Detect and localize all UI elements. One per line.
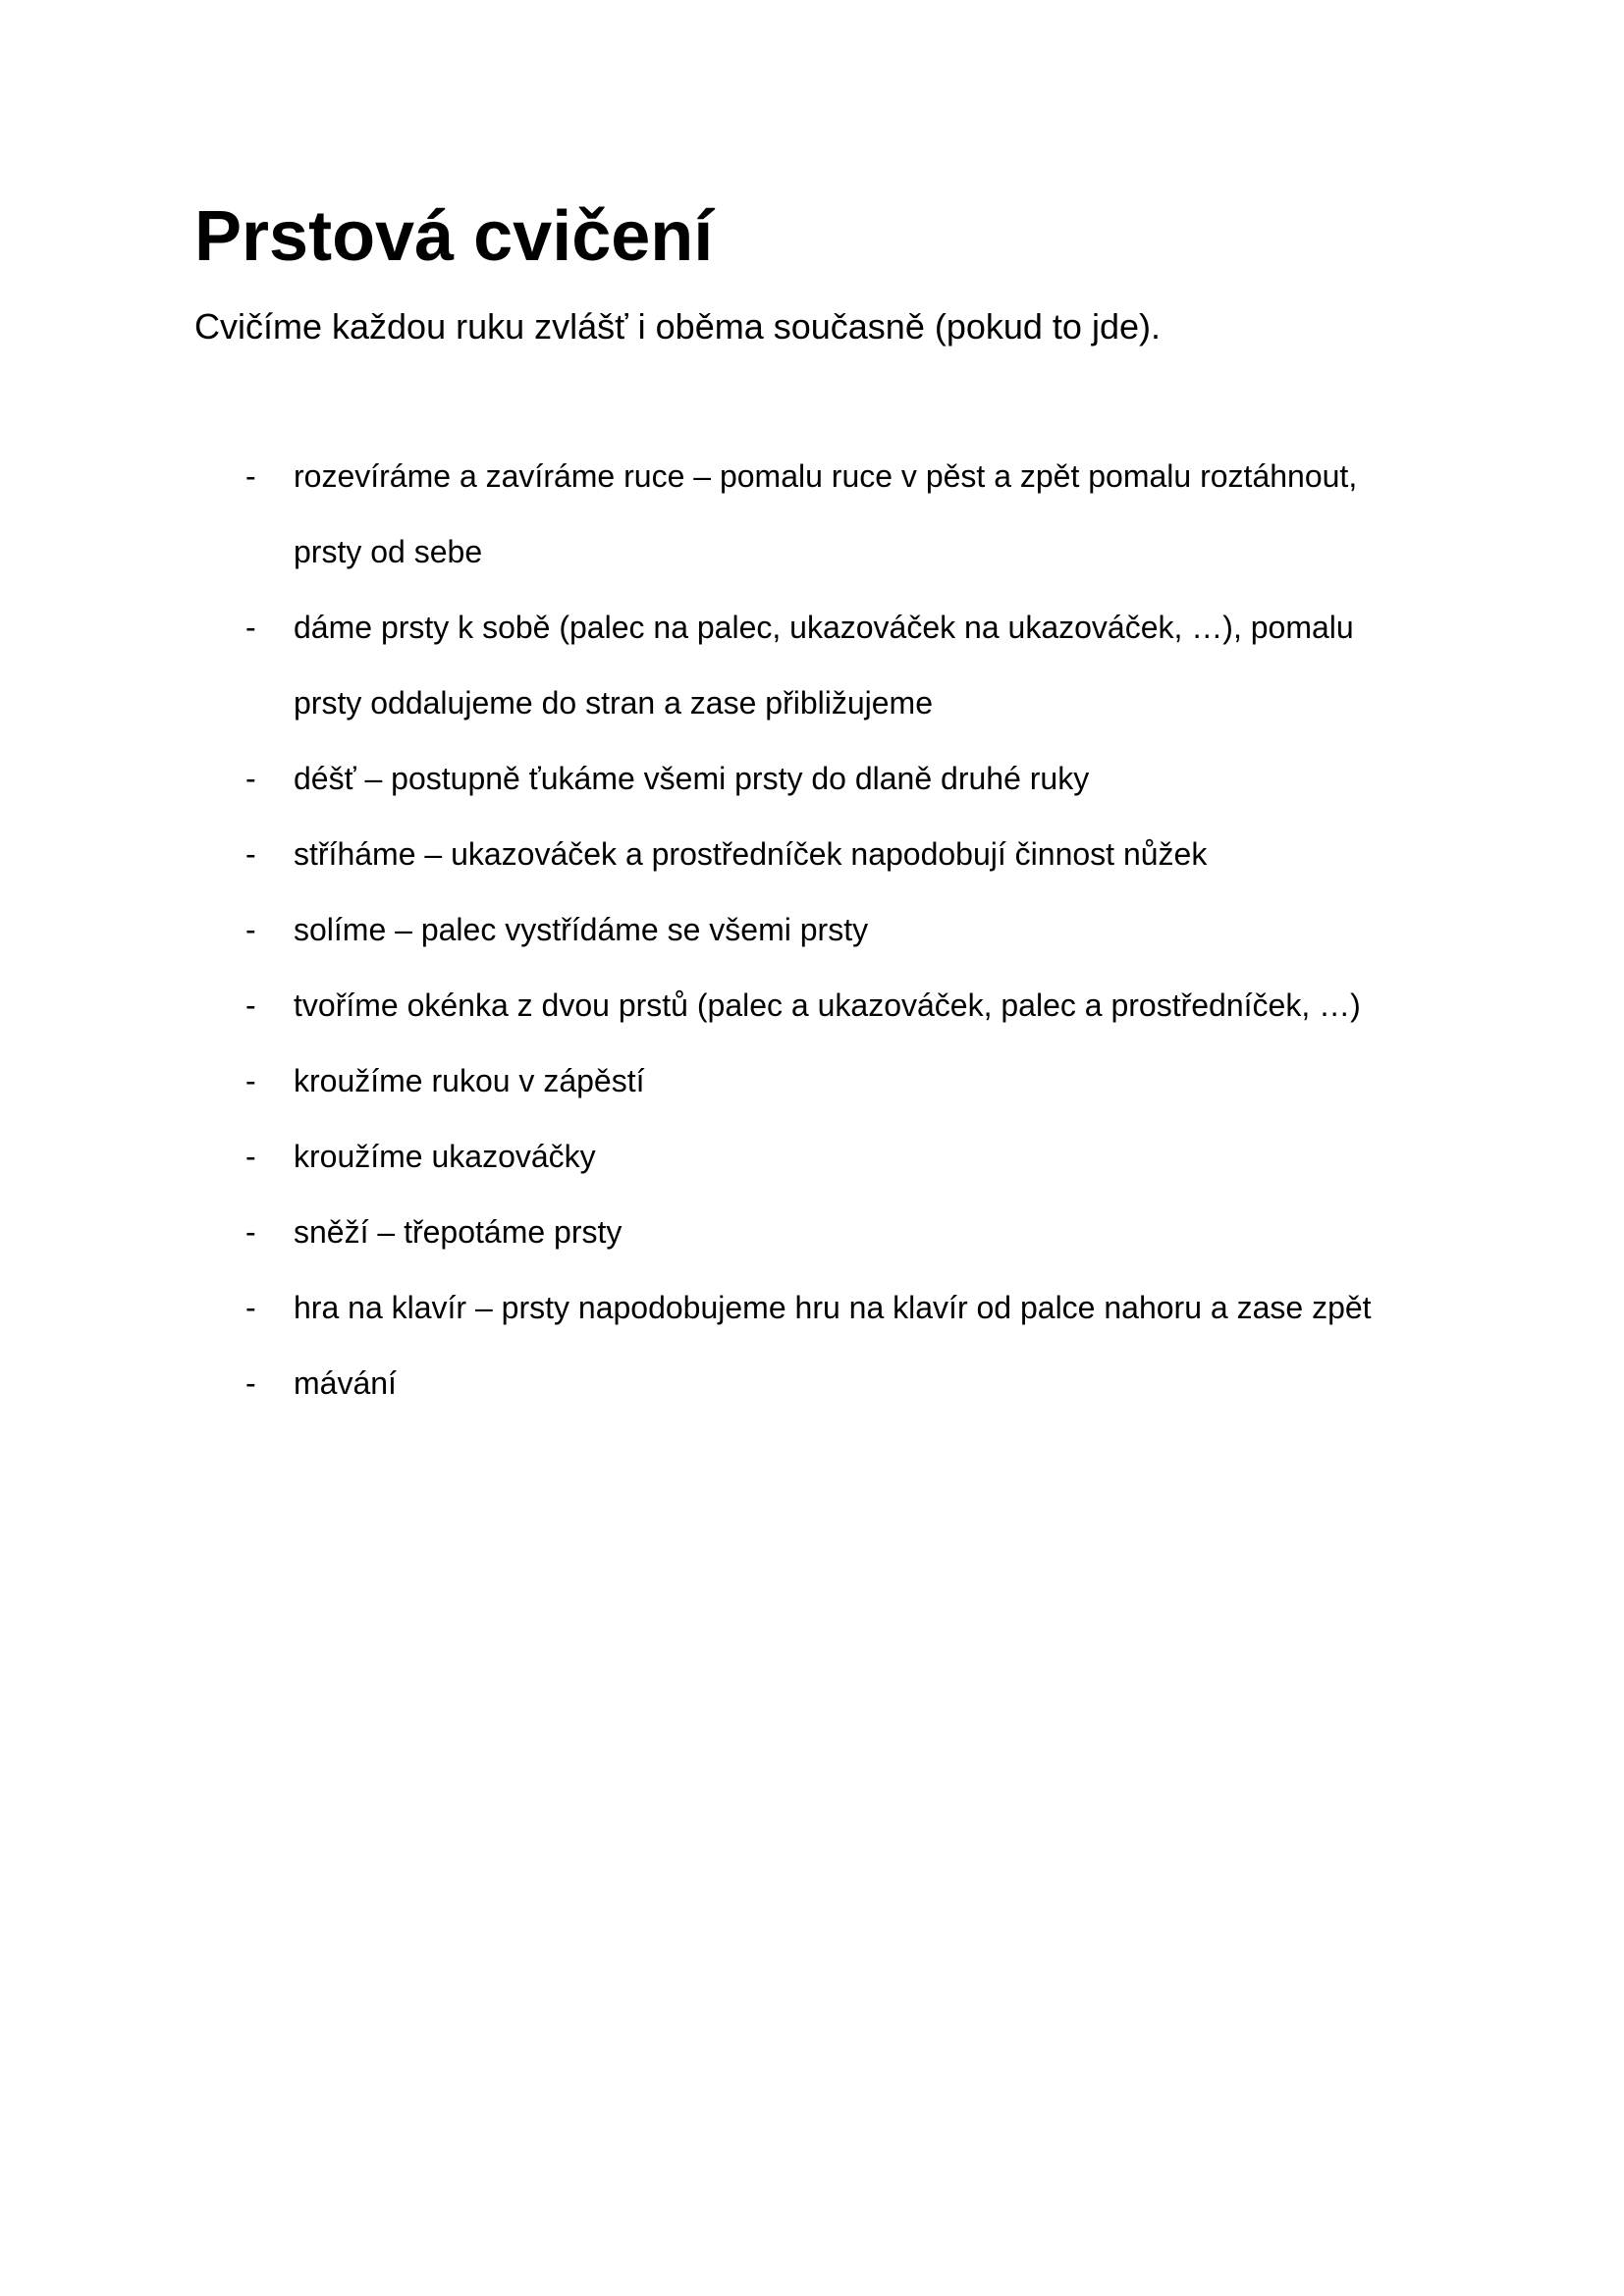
list-item-line: kroužíme ukazováčky — [294, 1139, 596, 1174]
list-item — [0, 817, 1521, 892]
bullet-dash: - — [245, 1063, 256, 1098]
bullet-dash: - — [245, 1214, 256, 1250]
bullet-dash: - — [245, 610, 256, 645]
list-item-line: dáme prsty k sobě (palec na palec, ukazováček na ukazováček, …), pomalu — [294, 610, 1354, 645]
page-subtitle: Cvičíme každou ruku zvlášť i oběma současně (pokud to jde). — [194, 306, 1161, 347]
list-item-line: solíme – palec vystřídáme se všemi prsty — [294, 912, 869, 947]
list-item-line: mávání — [294, 1365, 397, 1401]
list-item — [0, 1270, 1521, 1346]
bullet-dash: - — [245, 1290, 256, 1325]
list-item — [0, 892, 1521, 968]
bullet-dash: - — [245, 836, 256, 872]
bullet-dash: - — [245, 988, 256, 1023]
list-item-line: hra na klavír – prsty napodobujeme hru na klavír od palce nahoru a zase zpět — [294, 1290, 1372, 1325]
bullet-dash: - — [245, 912, 256, 947]
list-item-line: stříháme – ukazováček a prostředníček napodobují činnost nůžek — [294, 836, 1208, 872]
list-item — [0, 968, 1521, 1043]
list-item-line: déšť – postupně ťukáme všemi prsty do dlaně druhé ruky — [294, 761, 1090, 796]
bullet-dash: - — [245, 458, 256, 494]
list-item — [0, 439, 1521, 590]
list-item — [0, 1043, 1521, 1119]
list-item — [0, 1195, 1521, 1270]
bullet-dash: - — [245, 1139, 256, 1174]
list-item-line: prsty oddalujeme do stran a zase přibližujeme — [294, 685, 933, 721]
page-title: Prstová cvičení — [194, 197, 714, 276]
list-item-line: rozevíráme a zavíráme ruce – pomalu ruce v pěst a zpět pomalu roztáhnout, — [294, 458, 1358, 494]
list-item-line: sněží – třepotáme prsty — [294, 1214, 623, 1250]
list-item — [0, 1346, 1521, 1421]
bullet-dash: - — [245, 761, 256, 796]
list-item — [0, 1119, 1521, 1195]
list-item — [0, 741, 1521, 817]
list-item-line: kroužíme rukou v zápěstí — [294, 1063, 645, 1098]
list-item-line: tvoříme okénka z dvou prstů (palec a ukazováček, palec a prostředníček, …) — [294, 988, 1361, 1023]
list-item — [0, 590, 1521, 741]
bullet-dash: - — [245, 1365, 256, 1401]
list-item-line: prsty od sebe — [294, 534, 483, 569]
exercise-list — [0, 439, 1624, 1421]
